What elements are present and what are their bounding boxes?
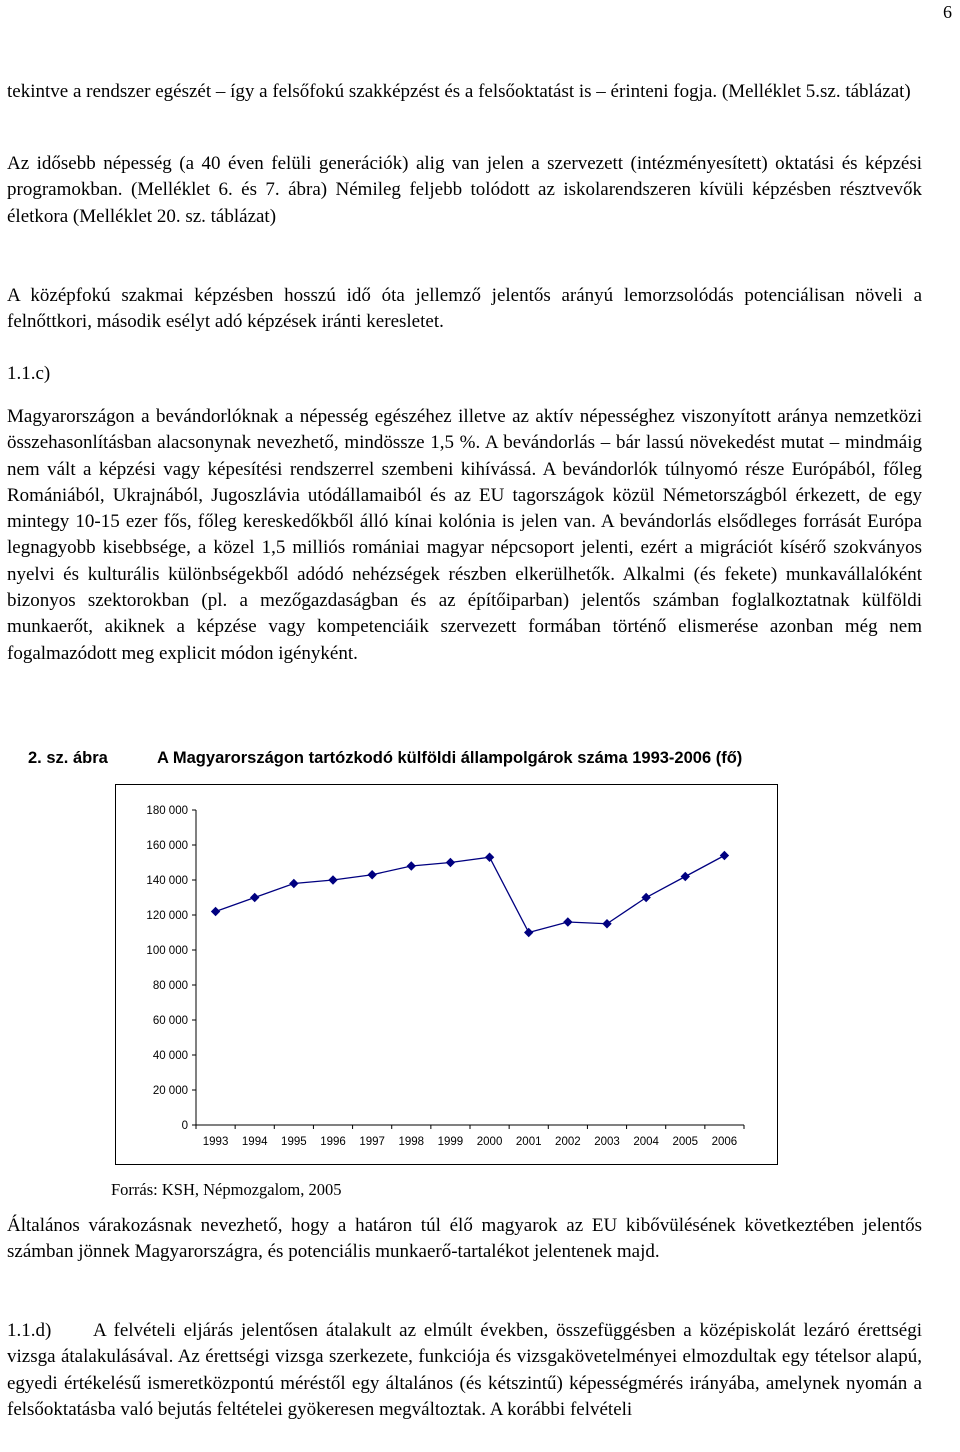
x-tick-label: 2003 [594, 1136, 620, 1148]
y-tick-label: 140 000 [146, 875, 188, 887]
paragraph-intro: tekintve a rendszer egészét – így a felsőfokú szakképzést és a felsőoktatást is – érinteni fogja. (Melléklet 5.sz. táblázat) [7, 81, 911, 102]
paragraph-older-population: Az idősebb népesség (a 40 éven felüli generációk) alig van jelen a szervezett (intézményesített) oktatási és képzési programokban. (Melléklet 6. és 7. ábra) Némileg feljebb tolódott az iskolarendszeren kívüli képzésben résztvevők életkora (Melléklet 20. sz. táblázat) [7, 153, 922, 227]
x-tick-label: 2005 [672, 1136, 699, 1148]
y-tick-label: 120 000 [146, 910, 188, 922]
y-tick-label: 160 000 [146, 840, 188, 852]
data-point [290, 880, 298, 888]
y-tick-label: 0 [181, 1120, 188, 1132]
data-point [642, 894, 650, 902]
y-tick-label: 100 000 [146, 945, 188, 957]
series-line [216, 856, 725, 933]
figure-caption [0, 749, 960, 773]
x-tick-label: 2004 [633, 1136, 659, 1148]
page-number: 6 [943, 2, 952, 22]
paragraph-admission [7, 1318, 922, 1423]
data-point [603, 920, 611, 928]
x-tick-label: 2000 [476, 1136, 503, 1148]
data-point [525, 929, 533, 937]
figure-number: 2. sz. ábra [28, 749, 108, 767]
section-heading-1-1-c: 1.1.c) [7, 363, 51, 384]
paragraph-expectation: Általános várakozásnak nevezhető, hogy a határon túl élő magyarok az EU kibővülésének következtében jelentős számban jönnek Magyarországra, és potenciális munkaerő-tartalékot jelentenek majd. [7, 1215, 922, 1263]
figure-source: Forrás: KSH, Népmozgalom, 2005 [111, 1180, 342, 1199]
x-tick-label: 2001 [515, 1136, 542, 1148]
x-tick-label: 1994 [241, 1136, 268, 1148]
x-tick-label: 1993 [202, 1136, 229, 1148]
x-tick-label: 1996 [320, 1136, 346, 1148]
y-tick-label: 40 000 [152, 1050, 188, 1062]
data-point [446, 859, 454, 867]
data-point [486, 853, 494, 861]
data-point [407, 862, 415, 870]
x-tick-label: 1995 [281, 1136, 307, 1148]
paragraph-vocational-dropout: A középfokú szakmai képzésben hosszú idő óta jellemző jelentős arányú lemorzsolódás potenciálisan növeli a felnőttkori, második esélyt adó képzések iránti keresletet. [7, 285, 922, 333]
data-point [564, 918, 572, 926]
data-point [251, 894, 259, 902]
paragraph-admission-text: A felvételi eljárás jelentősen átalakult az elmúlt években, összefüggésben a középiskolát lezáró érettségi vizsga átalakulásával. Az érettségi vizsga szerkezete, funkciója és vizsgakövetelményei elmozdultak egy tételsor alapú, egyedi értékelésű ismeretközpontú méréstől egy általános (és kétszintű) képességmérés irányába, amelynek nyomán a felsőoktatásba való bejutás feltételei gyökeresen megváltoztak. A korábbi felvételi [7, 1320, 922, 1420]
data-point [212, 908, 220, 916]
x-tick-label: 1997 [359, 1136, 385, 1148]
data-point [368, 871, 376, 879]
x-tick-label: 2006 [711, 1136, 738, 1148]
x-tick-label: 2002 [555, 1136, 581, 1148]
chart-canvas [116, 785, 777, 1164]
y-tick-label: 80 000 [152, 980, 188, 992]
figure-title: A Magyarországon tartózkodó külföldi állampolgárok száma 1993-2006 (fő) [157, 749, 743, 767]
data-point [720, 852, 728, 860]
y-tick-label: 180 000 [146, 805, 188, 817]
x-tick-label: 1998 [398, 1136, 425, 1148]
x-tick-label: 1999 [437, 1136, 464, 1148]
data-point [329, 876, 337, 884]
data-point [681, 873, 689, 881]
y-tick-label: 60 000 [152, 1015, 188, 1027]
paragraph-immigration: Magyarországon a bevándorlóknak a népesség egészéhez illetve az aktív népességhez viszonyított aránya nemzetközi összehasonlításban alacsonynak nevezhető, mindössze 1,5 %. A bevándorlás – bár lassú növekedést mutat – mindmáig nem vált a képzési vagy képesítési rendszerrel szembeni kihívássá. A bevándorlók túlnyomó része Európából, főleg Romániából, Ukrajnából, Jugoszlávia utódállamaiból és az EU tagországok közül Németországból érkezett, de egy mintegy 10-15 ezer fős, főleg kereskedőkből álló kínai kolónia is jelen van. A bevándorlás elsődleges forrását Európa legnagyobb kisebbsége, a közel 1,5 milliós romániai magyar népcsoport jelenti, ezért a migrációt kísérő szokványos nyelvi és kulturális különbségekből adódó nehézségek részben elkerülhetők. Alkalmi (és fekete) munkavállalóként bizonyos szektorokban (pl. a mezőgazdaságban és az építőiparban) jelentős számban foglalkoztatnak külföldi munkaerőt, akiknek a képzése vagy kompetenciáik szervezett formában történő elismerése azonban még nem fogalmazódott meg explicit módon igényként. [7, 406, 922, 664]
foreign-citizens-chart [115, 784, 778, 1165]
section-label-1-1-d: 1.1.d) [7, 1320, 52, 1341]
y-tick-label: 20 000 [152, 1085, 188, 1097]
